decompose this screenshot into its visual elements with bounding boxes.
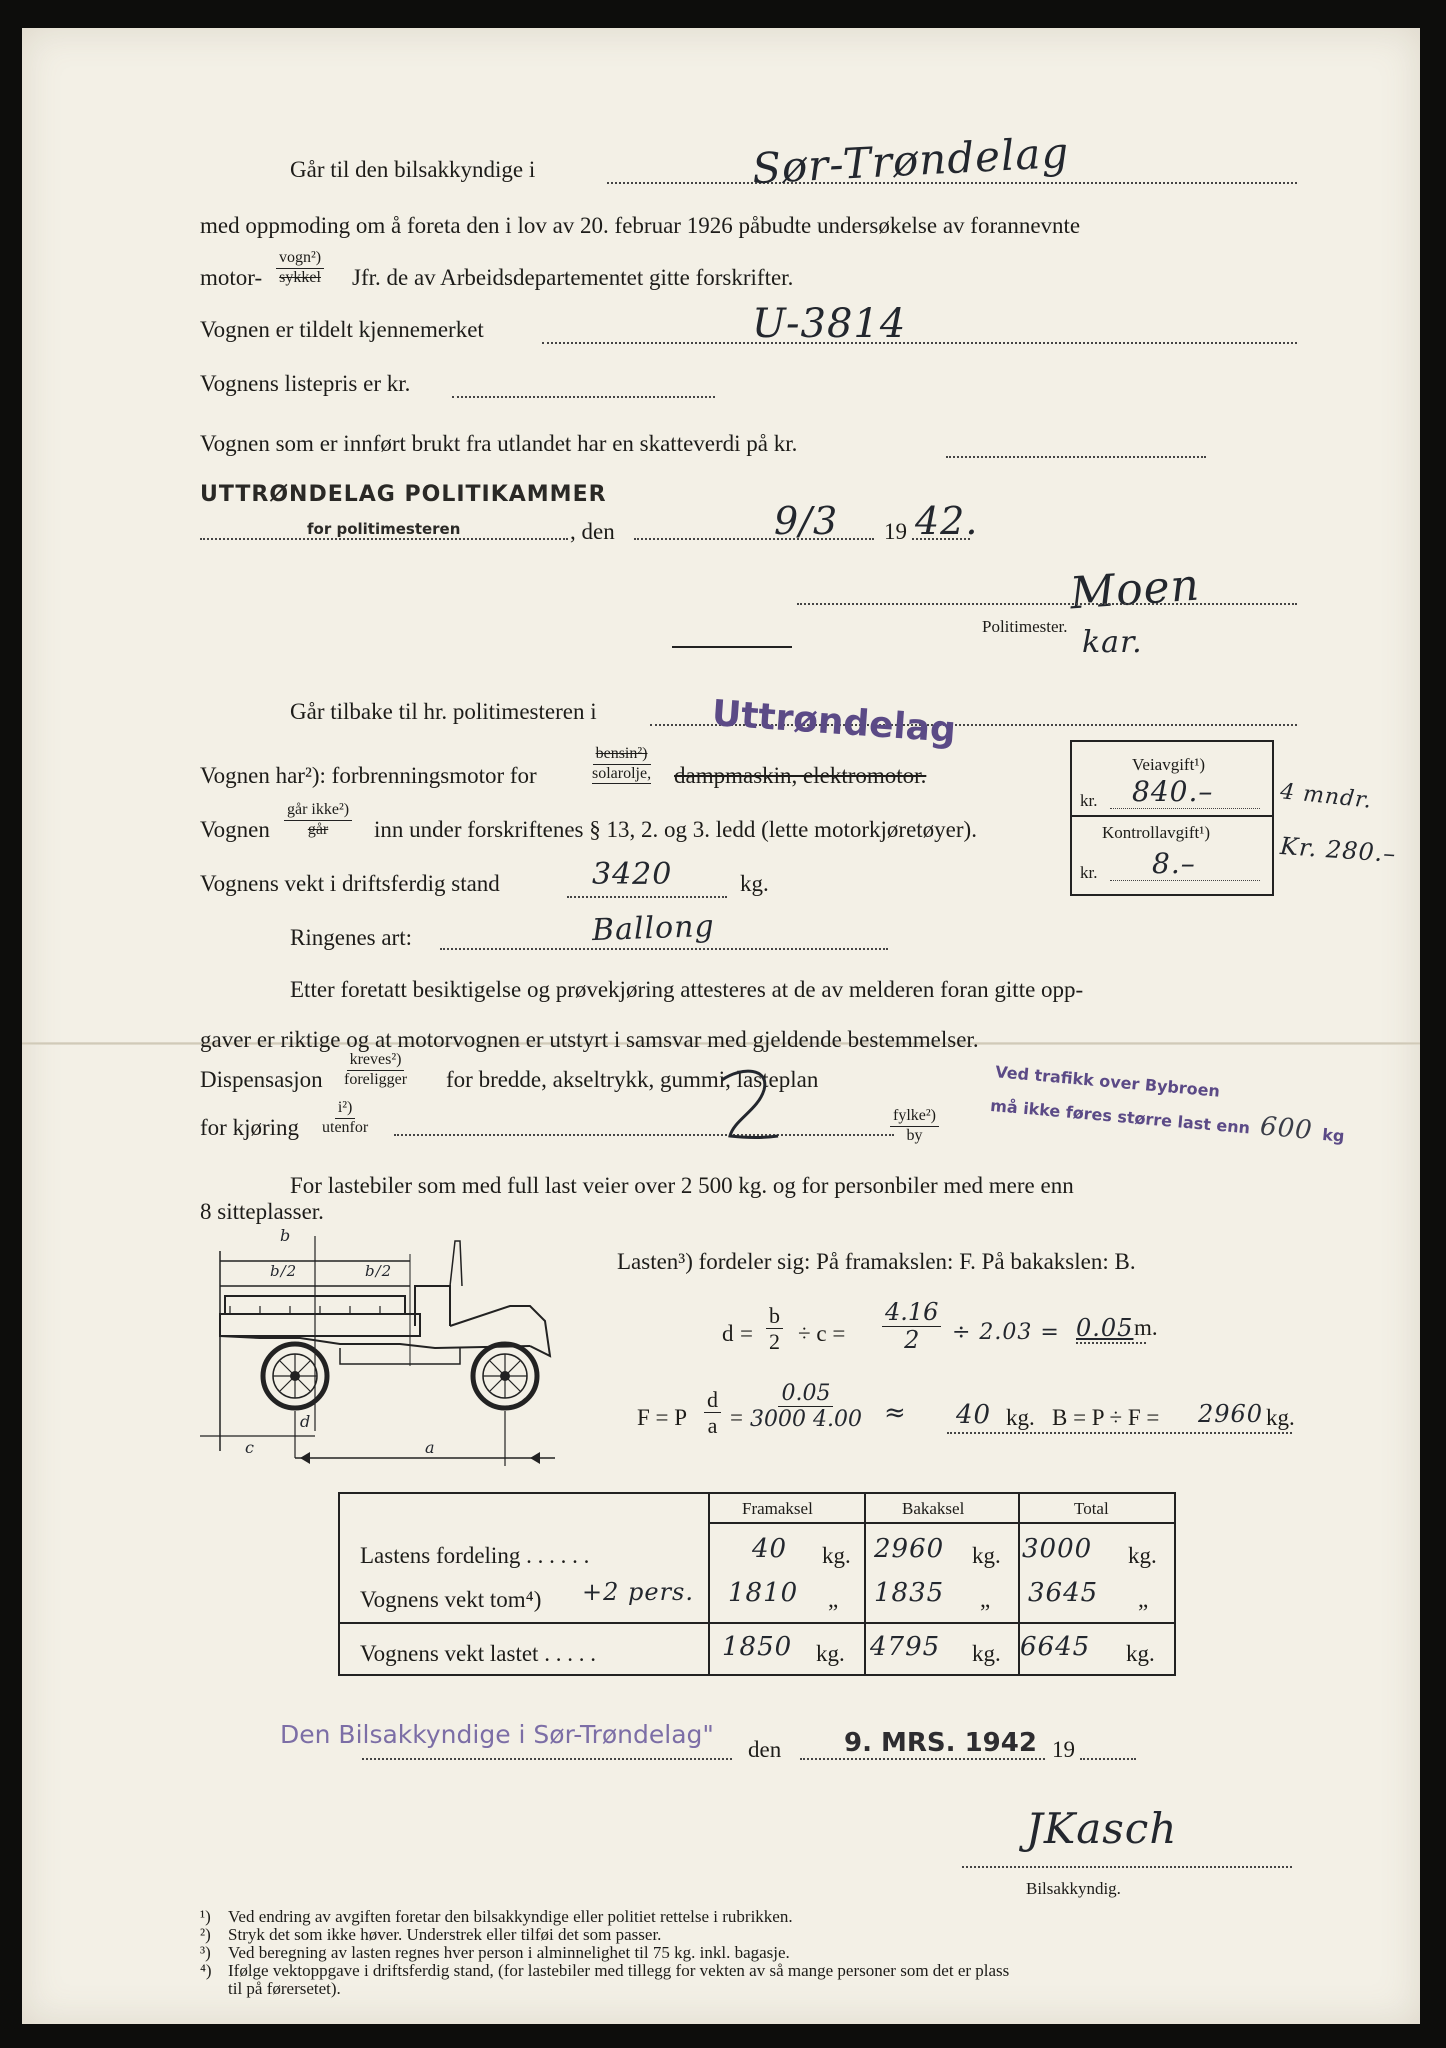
table-cell-front: 40 — [752, 1534, 788, 1564]
dotted-line — [946, 456, 1206, 458]
engine-num: bensin²) — [593, 746, 651, 765]
table-row-label: Vognens vekt lastet . . . . . — [360, 1641, 596, 1666]
police-sign-label: Politimester. — [982, 617, 1068, 636]
table-col-divider — [864, 1492, 866, 1674]
listprice-label: Vognens listepris er kr. — [200, 371, 411, 396]
drive-label: for kjøring — [200, 1115, 300, 1140]
drive-den: utenfor — [322, 1118, 369, 1136]
dotted-line — [800, 1758, 1045, 1760]
table-cell-unit: „ — [1138, 1587, 1149, 1612]
table-cell-back: 1835 — [874, 1578, 945, 1608]
dotted-line — [440, 948, 888, 950]
diagram-label-c: c — [245, 1438, 255, 1457]
police-office-stamp: UTTRØNDELAG POLITIKAMMER — [200, 482, 607, 507]
dotted-line — [362, 1758, 732, 1760]
dotted-line — [1080, 1758, 1136, 1760]
road-tax-value: 840.– — [1132, 775, 1214, 808]
table-cell-total: 3645 — [1028, 1578, 1099, 1608]
year-prefix: 19 — [884, 519, 907, 544]
regulations-text: Jfr. de av Arbeidsdepartementet gitte forskrifter. — [352, 265, 794, 290]
fee-box-divider — [1070, 815, 1272, 817]
den-label: , den — [570, 519, 615, 544]
dispensation-label: Dispensasjon — [200, 1067, 323, 1092]
formula1-unit: m. — [1134, 1315, 1158, 1340]
formula1-2: 2 — [769, 1329, 780, 1355]
expert-sign-label: Bilsakkyndig. — [1026, 1879, 1121, 1898]
weight-unit: kg. — [740, 871, 769, 896]
return-stamp: Uttrøndelag — [710, 693, 958, 751]
bridge-note-value: 600 — [1258, 1111, 1314, 1146]
formula1-minus: ÷ 2.03 = — [952, 1320, 1060, 1345]
table-cell-unit: „ — [980, 1587, 991, 1612]
footnote-mark: ³) — [200, 1943, 211, 1962]
expert-signature: JKasch — [1026, 1804, 1178, 1853]
engine-den: solarolje, — [592, 764, 652, 782]
formula1-result: 0.05 — [1076, 1314, 1134, 1342]
footnote-text: til på førersetet). — [228, 1979, 341, 1998]
formula1-eq: = — [740, 1321, 753, 1346]
lorry-line-2: 8 sitteplasser. — [200, 1199, 324, 1224]
dotted-line — [962, 1866, 1292, 1868]
formula2-num: 0.05 — [778, 1382, 833, 1407]
table-row-divider — [338, 1622, 1174, 1624]
road-tax-annotation-2: Kr. 280.– — [1279, 831, 1398, 869]
table-header-total: Total — [1074, 1499, 1109, 1518]
police-signature: Moen — [1068, 559, 1202, 620]
goes-num: går ikke²) — [284, 802, 352, 821]
dotted-line — [1076, 1342, 1146, 1344]
table-header-front: Framaksel — [742, 1499, 813, 1518]
diagram-label-b-half-right: b/2 — [365, 1262, 393, 1280]
tires-label: Ringenes art: — [290, 925, 412, 950]
vehicle-type-num: vogn²) — [276, 250, 324, 269]
police-sign-annotation: kar. — [1082, 625, 1143, 660]
table-cell-unit: kg. — [816, 1641, 845, 1666]
truck-drawing — [200, 1226, 620, 1466]
footnote-text: Ved endring av avgiften foretar den bilsakkyndige eller politiet rettelse i rubrikken. — [228, 1907, 793, 1926]
engine-rest: dampmaskin, elektromotor. — [674, 763, 927, 788]
bridge-note-stamp — [989, 1064, 1348, 1147]
lorry-line-1: For lastebiler som med full last veier over 2 500 kg. og for personbiler med mere enn — [290, 1173, 1074, 1198]
police-office-substamp: for politimesteren — [307, 520, 461, 538]
table-header-back: Bakaksel — [902, 1499, 965, 1518]
bridge-note-line-1: Ved trafikk over Bybroen — [994, 1062, 1221, 1101]
request-line: med oppmoding om å foreta den i lov av 20. februar 1926 påbudte undersøkelse av forannevnte — [200, 213, 1081, 238]
table-cell-total: 3000 — [1022, 1534, 1093, 1564]
formula1-fraction — [882, 1300, 941, 1353]
dispensation-num: kreves²) — [347, 1052, 405, 1071]
control-fee-value: 8.– — [1152, 847, 1196, 880]
dispensation-den: foreligger — [344, 1070, 408, 1088]
county-num: fylke²) — [890, 1108, 939, 1127]
diagram-label-a: a — [425, 1438, 436, 1457]
sender-label: Går til den bilsakkyndige i — [290, 157, 536, 182]
footnote-mark: ²) — [200, 1925, 211, 1944]
motor-prefix: motor- — [200, 265, 263, 290]
tires-value: Ballong — [591, 908, 716, 949]
formula2-eq: = — [730, 1405, 743, 1430]
drive-fraction — [322, 1100, 368, 1137]
table-row-label: Vognens vekt tom⁴) — [360, 1587, 542, 1612]
formula2-result: 40 — [956, 1400, 992, 1430]
table-row-label: Lastens fordeling . . . . . . — [360, 1543, 590, 1568]
dotted-line — [394, 1134, 894, 1136]
road-tax-kr: kr. — [1080, 791, 1098, 810]
footer-year-prefix: 19 — [1052, 1737, 1075, 1762]
formula2-F: F = P — [637, 1405, 688, 1430]
table-cell-unit: kg. — [822, 1543, 851, 1568]
weight-label: Vognens vekt i driftsferdig stand — [200, 871, 500, 896]
plate-value: U-3814 — [752, 301, 907, 347]
dotted-line — [567, 896, 727, 898]
section-divider — [672, 646, 792, 648]
diagram-label-b-half-left: b/2 — [270, 1262, 298, 1280]
formula1-b: b — [766, 1304, 783, 1329]
footnote-text: Stryk det som ikke høver. Understrek eller tilføi det som passer. — [228, 1925, 662, 1944]
formula1-den: 2 — [904, 1326, 920, 1355]
district-value: Sør-Trøndelag — [750, 127, 1071, 194]
table-cell-unit: kg. — [972, 1641, 1001, 1666]
formula2-fraction — [750, 1382, 862, 1431]
dispensation-fraction — [344, 1052, 407, 1089]
control-fee-kr: kr. — [1080, 863, 1098, 882]
dotted-line — [452, 396, 715, 398]
handwritten-mark — [712, 1058, 792, 1148]
diagram-label-b: b — [280, 1226, 292, 1245]
control-fee-label: Kontrollavgift¹) — [1102, 823, 1211, 842]
table-cell-front: 1810 — [728, 1578, 799, 1608]
table-cell-total: 6645 — [1020, 1632, 1091, 1662]
bridge-note-line-2: må ikke føres større last enn — [989, 1095, 1251, 1138]
footnote-text: Ifølge vektoppgave i driftsferdig stand, (for lastebiler med tillegg for vekten av så mange personer som det er plass — [228, 1961, 1010, 1980]
footnote-mark: ⁴) — [200, 1961, 212, 1980]
formula2-approx: ≈ — [884, 1398, 907, 1428]
bridge-note-unit: kg — [1321, 1124, 1346, 1146]
table-cell-front: 1850 — [722, 1632, 793, 1662]
formula1-num: 4.16 — [882, 1300, 941, 1327]
diagram-label-d: d — [300, 1412, 312, 1431]
table-header-divider — [708, 1522, 1174, 1524]
load-intro: Lasten³) fordeler sig: På framakslen: F. På bakakslen: B. — [617, 1249, 1136, 1274]
table-cell-unit: kg. — [1126, 1641, 1155, 1666]
footer-den: den — [748, 1737, 782, 1762]
footnote-text: Ved beregning av lasten regnes hver person i alminnelighet til 75 kg. inkl. bagasje. — [228, 1943, 790, 1962]
goes-den: går — [307, 820, 329, 838]
formula1-minus-c: ÷ c = — [798, 1321, 846, 1346]
expert-date-stamp: 9. MRS. 1942 — [844, 1728, 1037, 1758]
formula1-d: d — [722, 1321, 734, 1346]
dotted-line — [797, 603, 1297, 605]
county-fraction — [890, 1108, 939, 1145]
goes-prefix: Vognen — [200, 817, 270, 842]
formula2-d: d — [704, 1388, 721, 1413]
table-cell-unit: „ — [828, 1587, 839, 1612]
engine-fraction — [592, 746, 651, 784]
attest-line-2: gaver er riktige og at motorvognen er utstyrt i samsvar med gjeldende bestemmelser. — [200, 1027, 979, 1052]
drive-num: i²) — [335, 1100, 356, 1119]
formula2-a: a — [707, 1413, 718, 1439]
formula2-unit: kg. — [1006, 1405, 1035, 1430]
table-cell-unit: kg. — [1128, 1543, 1157, 1568]
return-label: Går tilbake til hr. politimesteren i — [290, 699, 597, 724]
formula2-unit-b: kg. — [1266, 1405, 1295, 1430]
dotted-line — [1110, 808, 1260, 809]
road-tax-annotation: 4 mndr. — [1278, 779, 1374, 814]
table-cell-unit: kg. — [972, 1543, 1001, 1568]
attest-line-1: Etter foretatt besiktigelse og prøvekjøring attesteres at de av melderen foran gitte opp- — [290, 977, 1084, 1002]
table-col-divider — [708, 1492, 710, 1674]
formula2-den: 3000 4.00 — [750, 1407, 862, 1433]
dispensation-rest: for bredde, akseltrykk, gummi, lasteplan — [446, 1067, 819, 1092]
goes-fraction — [284, 802, 352, 839]
vehicle-type-fraction — [276, 250, 324, 287]
formula2-B: B = P ÷ F = — [1052, 1405, 1160, 1430]
road-tax-label: Veiavgift¹) — [1132, 755, 1206, 774]
footnote-mark: ¹) — [200, 1907, 211, 1926]
table-cell-back: 4795 — [870, 1632, 941, 1662]
expert-office-stamp: Den Bilsakkyndige i Sør-Trøndelag" — [280, 1720, 714, 1749]
plate-label: Vognen er tildelt kjennemerket — [200, 317, 484, 342]
goes-rest: inn under forskriftenes § 13, 2. og 3. ledd (lette motorkjøretøyer). — [374, 817, 977, 842]
vehicle-type-den: sykkel — [279, 268, 321, 286]
engine-label: Vognen har²): forbrenningsmotor for — [200, 763, 537, 788]
dotted-line — [1110, 880, 1260, 881]
dotted-line — [542, 342, 1297, 344]
table-row-label-extra: +2 pers. — [582, 1578, 694, 1606]
formula2-d-over-a — [704, 1388, 721, 1437]
issue-date-value: 9/3 — [774, 499, 839, 543]
formula1-b-over-2 — [766, 1304, 783, 1353]
county-den: by — [906, 1126, 923, 1144]
dotted-line — [947, 1432, 1292, 1434]
document-page — [22, 28, 1420, 2024]
import-label: Vognen som er innført brukt fra utlandet har en skatteverdi på kr. — [200, 431, 798, 456]
dotted-line — [200, 538, 568, 540]
formula2-result-b: 2960 — [1198, 1400, 1264, 1428]
weight-value: 3420 — [592, 857, 673, 892]
year-value: 42. — [915, 499, 979, 543]
table-cell-back: 2960 — [874, 1534, 945, 1564]
truck-diagram — [200, 1226, 620, 1466]
